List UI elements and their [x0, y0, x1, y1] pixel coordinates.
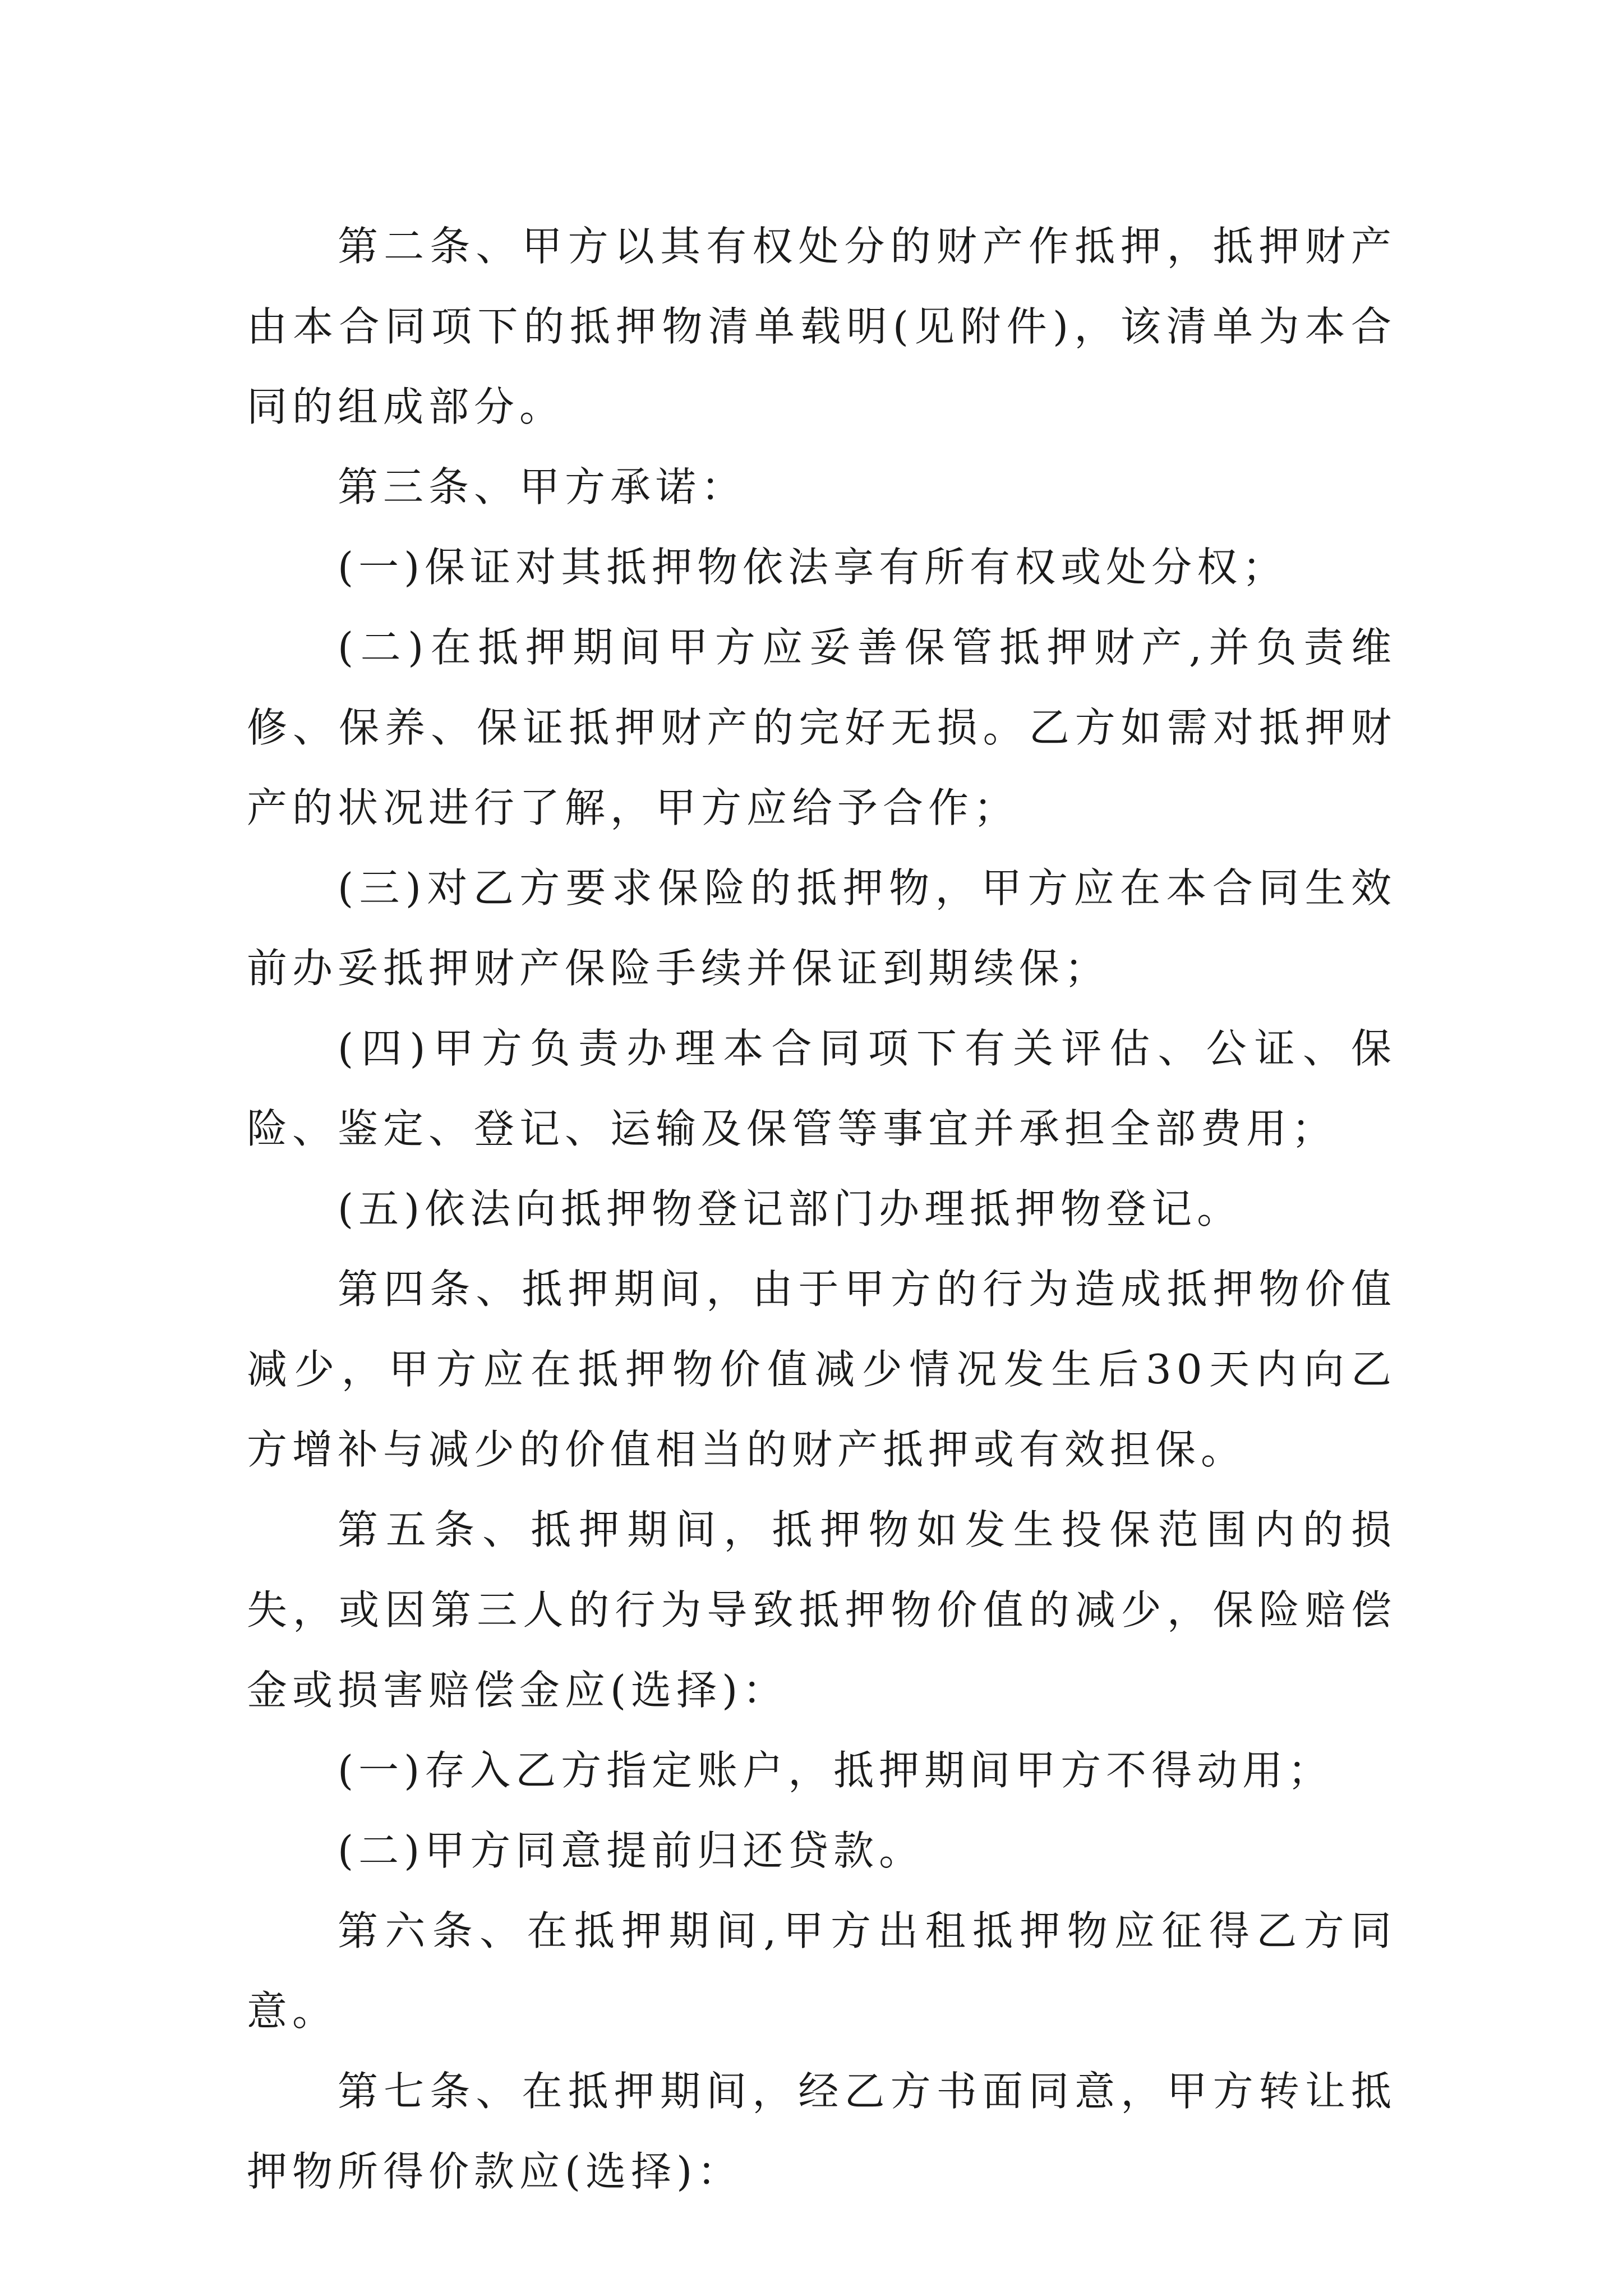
- article-3-item-5: (五)依法向抵押物登记部门办理抵押物登记。: [338, 1185, 1243, 1232]
- article-5-item-2: (二)甲方同意提前归还贷款。: [338, 1827, 925, 1874]
- article-5-item-1: (一)存入乙方指定账户，抵押期间甲方不得动用；: [338, 1747, 1334, 1794]
- document-body: [247, 206, 1396, 2212]
- article-3-item-4: (四)甲方负责办理本合同项下有关评估、公证、保险、鉴定、登记、运输及保管等事宜并承担全部费用；: [247, 1025, 1396, 1152]
- article-4-paragraph: 第四条、抵押期间，由于甲方的行为造成抵押物价值减少，甲方应在抵押物价值减少情况发生后30天内向乙方增补与减少的价值相当的财产抵押或有效担保。: [247, 1266, 1396, 1473]
- article-2-paragraph: 第二条、甲方以其有权处分的财产作抵押，抵押财产由本合同项下的抵押物清单载明(见附件)，该清单为本合同的组成部分。: [247, 223, 1396, 430]
- article-7-paragraph: 第七条、在抵押期间，经乙方书面同意，甲方转让抵押物所得价款应(选择)：: [247, 2068, 1396, 2195]
- article-5-paragraph: 第五条、抵押期间，抵押物如发生投保范围内的损失，或因第三人的行为导致抵押物价值的减少，保险赔偿金或损害赔偿金应(选择)：: [247, 1506, 1396, 1714]
- article-3-item-2: (二)在抵押期间甲方应妥善保管抵押财产,并负责维修、保养、保证抵押财产的完好无损。乙方如需对抵押财产的状况进行了解，甲方应给予合作；: [247, 624, 1396, 831]
- article-3-heading: 第三条、甲方承诺：: [338, 463, 747, 510]
- article-3-item-3: (三)对乙方要求保险的抵押物，甲方应在本合同生效前办妥抵押财产保险手续并保证到期续保；: [247, 864, 1396, 992]
- article-3-item-1: (一)保证对其抵押物依法享有所有权或处分权；: [338, 544, 1288, 591]
- article-6-paragraph: 第六条、在抵押期间,甲方出租抵押物应征得乙方同意。: [247, 1907, 1396, 2035]
